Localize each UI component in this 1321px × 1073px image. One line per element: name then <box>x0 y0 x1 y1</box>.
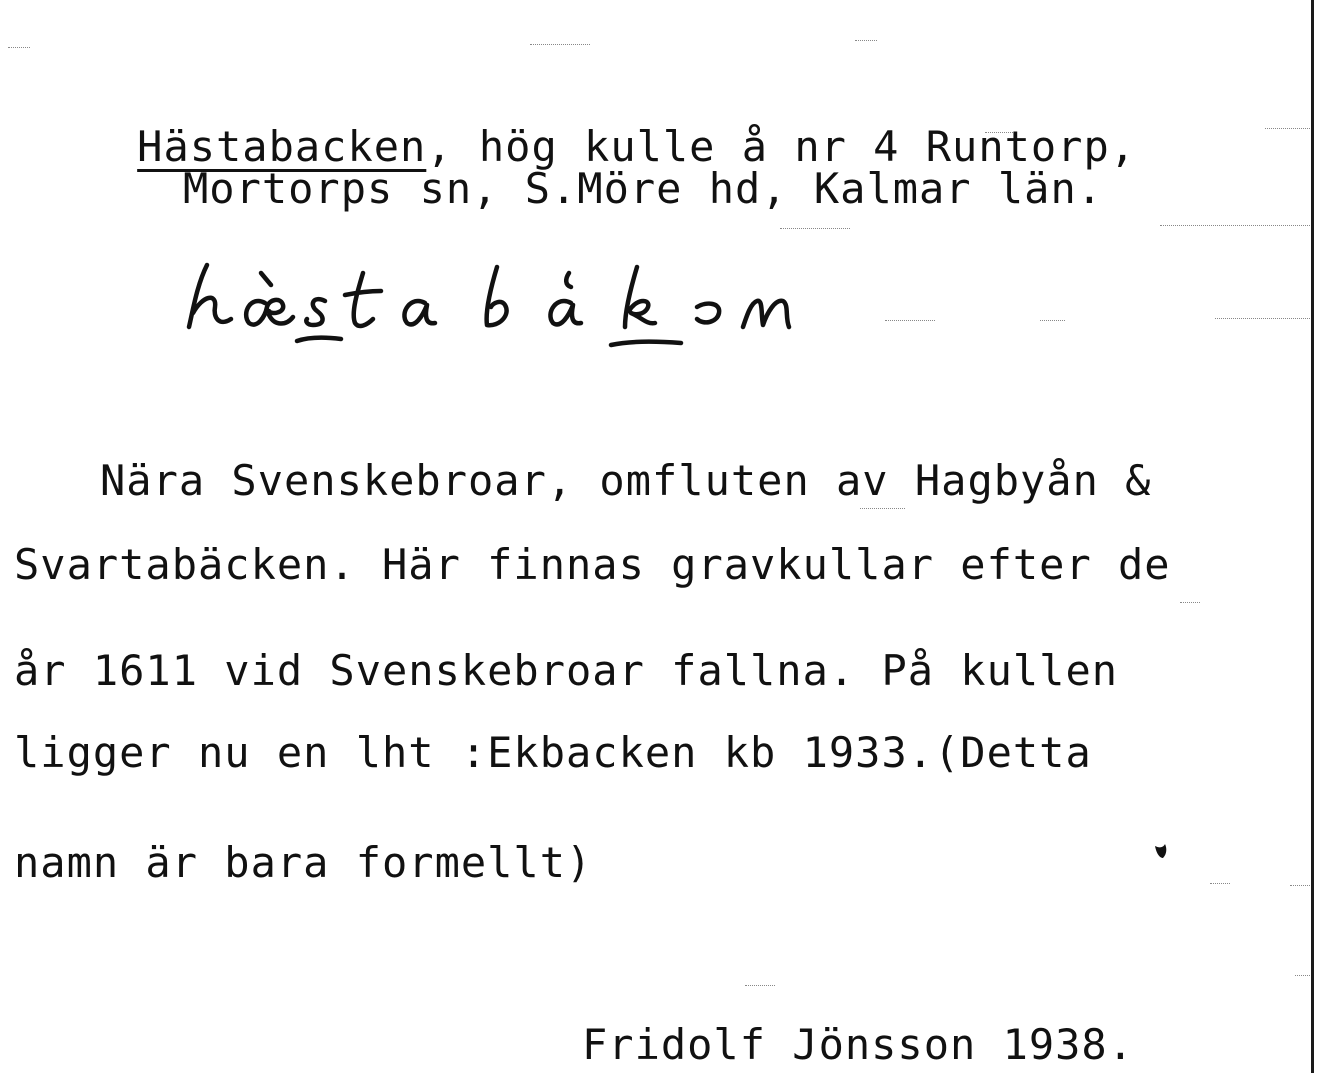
scan-speck <box>1210 883 1230 885</box>
phonetic-transcription <box>185 255 845 369</box>
scan-speck <box>745 985 775 987</box>
body-line-1: Nära Svenskebroar, omfluten av Hagbyån & <box>100 456 1152 505</box>
scan-speck <box>530 44 590 46</box>
body-line-5: namn är bara formellt) <box>14 838 593 887</box>
body-line-3: år 1611 vid Svenskebroar fallna. På kullen <box>14 646 1119 695</box>
scan-speck <box>8 47 30 49</box>
scan-speck <box>1040 320 1065 322</box>
scan-speck <box>1215 318 1310 320</box>
body-line-2: Svartabäcken. Här finnas gravkullar efter de <box>14 540 1171 589</box>
headword: Hästabacken <box>137 122 427 171</box>
signature: Fridolf Jönsson 1938. <box>582 1020 1135 1069</box>
scan-speck <box>1265 128 1310 130</box>
ink-mark-icon <box>1153 842 1169 860</box>
headword-description: , hög kulle å nr 4 Runtorp, <box>426 122 1137 171</box>
scan-speck <box>1160 225 1310 227</box>
scan-speck <box>855 40 877 42</box>
scan-speck <box>1295 975 1310 977</box>
scan-speck <box>1180 602 1200 604</box>
body-line-4: ligger nu en lht :Ekbacken kb 1933.(Detta <box>14 728 1092 777</box>
scan-speck <box>860 508 905 510</box>
handwriting-drawing <box>185 255 845 365</box>
scan-speck <box>885 320 935 322</box>
scan-speck <box>1290 885 1310 887</box>
card-right-edge <box>1311 0 1314 1073</box>
location-line: Mortorps sn, S.Möre hd, Kalmar län. <box>183 164 1104 213</box>
scan-speck <box>780 228 850 230</box>
